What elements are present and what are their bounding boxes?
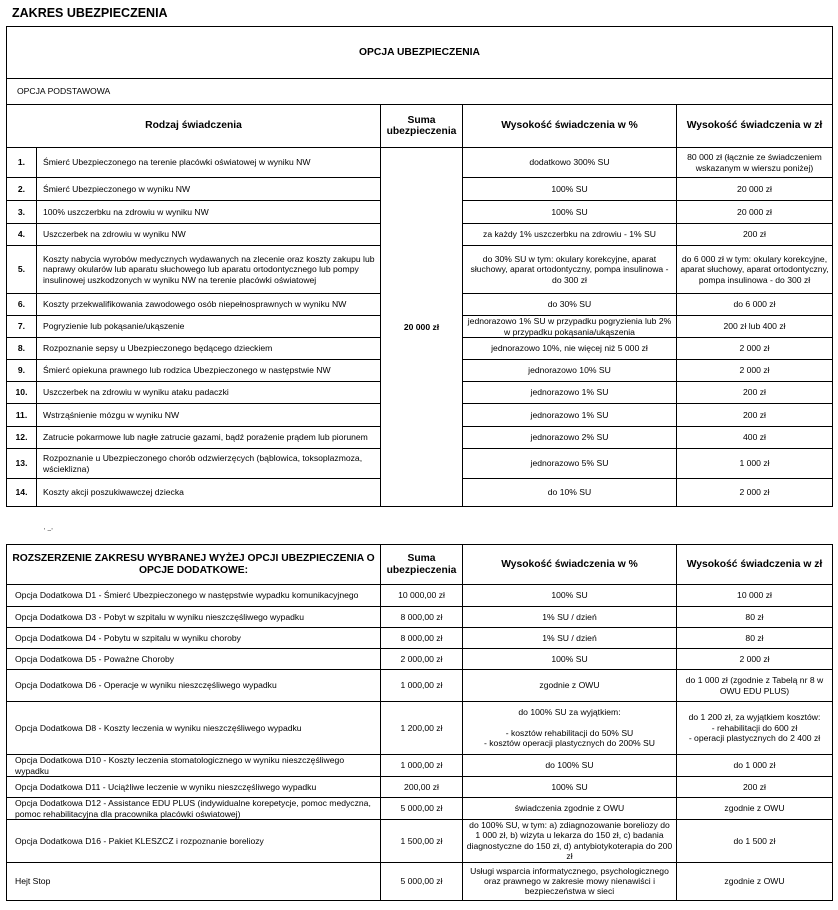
benefit-percent: do 100% SU, w tym: a) zdiagnozowanie boreliozy do 1 000 zł, b) wizyta u lekarza do 150 zł, c) badania diagnostyczne do 150 zł, d) antybiotykoterapia do 200 zł — [463, 820, 677, 863]
option-name: Hejt Stop — [7, 862, 381, 900]
benefit-type: Koszty akcji poszukiwawczej dziecka — [37, 479, 381, 507]
option-name: Opcja Dodatkowa D5 - Poważne Choroby — [7, 649, 381, 670]
benefit-type: Śmierć Ubezpieczonego na terenie placówki oświatowej w wyniku NW — [37, 148, 381, 178]
table-row — [7, 649, 833, 670]
row-number: 6. — [7, 294, 37, 316]
benefit-amount: 2 000 zł — [677, 338, 833, 360]
table-row — [7, 702, 833, 755]
table-row — [7, 670, 833, 702]
benefit-percent: do 30% SU — [463, 294, 677, 316]
benefit-percent: 100% SU — [463, 777, 677, 798]
header-suma: Suma ubezpieczenia — [381, 545, 463, 585]
column-header-row — [7, 105, 833, 148]
option-name: Opcja Dodatkowa D11 - Uciążliwe leczenie w wyniku nieszczęśliwego wypadku — [7, 777, 381, 798]
table-row — [7, 820, 833, 863]
opcja-header-row — [7, 27, 833, 79]
row-number: 3. — [7, 201, 37, 224]
benefit-percent: 1% SU / dzień — [463, 628, 677, 649]
sum-insured: 1 500,00 zł — [381, 820, 463, 863]
table-gap — [6, 526, 832, 544]
benefit-percent: jednorazowo 1% SU — [463, 404, 677, 427]
option-name: Opcja Dodatkowa D6 - Operacje w wyniku nieszczęśliwego wypadku — [7, 670, 381, 702]
benefit-amount: 1 000 zł — [677, 449, 833, 479]
header-wysokosc-zl: Wysokość świadczenia w zł — [677, 545, 833, 585]
benefit-type: Wstrząśnienie mózgu w wyniku NW — [37, 404, 381, 427]
row-number: 5. — [7, 246, 37, 294]
sum-insured: 8 000,00 zł — [381, 607, 463, 628]
sum-insured: 200,00 zł — [381, 777, 463, 798]
benefit-amount-line: - rehabilitacji do 600 zł — [711, 722, 798, 733]
benefit-percent: świadczenia zgodnie z OWU — [463, 798, 677, 820]
benefit-type: Uszczerbek na zdrowiu w wyniku NW — [37, 224, 381, 246]
benefit-amount: zgodnie z OWU — [677, 798, 833, 820]
benefit-amount: 20 000 zł — [677, 201, 833, 224]
benefit-amount: 10 000 zł — [677, 585, 833, 607]
sum-insured: 20 000 zł — [381, 148, 463, 507]
header-rozszerzenie: ROZSZERZENIE ZAKRESU WYBRANEJ WYŻEJ OPCJI UBEZPIECZENIA O OPCJE DODATKOWE: — [7, 545, 381, 585]
benefit-amount: do 6 000 zł — [677, 294, 833, 316]
benefit-amount: 80 zł — [677, 628, 833, 649]
benefit-amount-line: do 1 200 zł, za wyjątkiem kosztów: — [688, 712, 821, 723]
sum-insured: 5 000,00 zł — [381, 862, 463, 900]
benefit-percent: do 30% SU w tym: okulary korekcyjne, aparat słuchowy, aparat ortodontyczny, pompa insulinowa - do 300 zł — [463, 246, 677, 294]
row-number: 10. — [7, 382, 37, 404]
benefit-amount — [677, 702, 833, 755]
benefit-percent-line: - kosztów operacji plastycznych do 200% SU — [484, 738, 655, 749]
benefit-amount: 200 zł — [677, 777, 833, 798]
opcja-podstawowa-row — [7, 79, 833, 105]
benefit-type: 100% uszczerbku na zdrowiu w wyniku NW — [37, 201, 381, 224]
benefit-percent: jednorazowo 10% SU — [463, 360, 677, 382]
table-row — [7, 777, 833, 798]
header-wysokosc-zl: Wysokość świadczenia w zł — [677, 105, 833, 148]
row-number: 7. — [7, 316, 37, 338]
option-name: Opcja Dodatkowa D16 - Pakiet KLESZCZ i rozpoznanie boreliozy — [7, 820, 381, 863]
sum-insured: 1 000,00 zł — [381, 755, 463, 777]
benefit-type: Rozpoznanie u Ubezpieczonego chorób odzwierzęcych (bąblowica, toksoplazmoza, wścieklizna) — [37, 449, 381, 479]
benefit-amount: 200 zł — [677, 404, 833, 427]
opcja-podstawowa-label: OPCJA PODSTAWOWA — [7, 79, 833, 105]
benefit-percent: 100% SU — [463, 585, 677, 607]
opcja-header: OPCJA UBEZPIECZENIA — [7, 27, 833, 79]
benefit-type: Zatrucie pokarmowe lub nagłe zatrucie gazami, bądź porażenie prądem lub piorunem — [37, 427, 381, 449]
header-wysokosc-pct: Wysokość świadczenia w % — [463, 105, 677, 148]
table-row — [7, 628, 833, 649]
sum-insured: 5 000,00 zł — [381, 798, 463, 820]
benefit-amount: do 1 000 zł (zgodnie z Tabelą nr 8 w OWU EDU PLUS) — [677, 670, 833, 702]
benefit-percent: 1% SU / dzień — [463, 607, 677, 628]
benefit-percent: do 100% SU — [463, 755, 677, 777]
benefit-amount: 200 zł lub 400 zł — [677, 316, 833, 338]
benefit-percent: zgodnie z OWU — [463, 670, 677, 702]
table-row — [7, 862, 833, 900]
option-name: Opcja Dodatkowa D10 - Koszty leczenia stomatologicznego w wyniku nieszczęśliwego wypadku — [7, 755, 381, 777]
option-name: Opcja Dodatkowa D12 - Assistance EDU PLUS (indywidualne korepetycje, pomoc medyczna, pomoc rehabilitacyjna dla pracownika placówki oświatowej) — [7, 798, 381, 820]
basic-option-table — [6, 26, 833, 507]
benefit-type: Uszczerbek na zdrowiu w wyniku ataku padaczki — [37, 382, 381, 404]
sum-insured: 10 000,00 zł — [381, 585, 463, 607]
benefit-type: Rozpoznanie sepsy u Ubezpieczonego będącego dzieckiem — [37, 338, 381, 360]
benefit-amount: 20 000 zł — [677, 178, 833, 201]
benefit-amount: 200 zł — [677, 382, 833, 404]
option-name: Opcja Dodatkowa D1 - Śmierć Ubezpieczonego w następstwie wypadku komunikacyjnego — [7, 585, 381, 607]
benefit-percent: jednorazowo 10%, nie więcej niż 5 000 zł — [463, 338, 677, 360]
benefit-percent: jednorazowo 5% SU — [463, 449, 677, 479]
benefit-amount: 80 zł — [677, 607, 833, 628]
header-wysokosc-pct: Wysokość świadczenia w % — [463, 545, 677, 585]
benefit-percent-line: do 100% SU za wyjątkiem: — [518, 707, 621, 718]
option-name: Opcja Dodatkowa D8 - Koszty leczenia w wyniku nieszczęśliwego wypadku — [7, 702, 381, 755]
additional-header-row — [7, 545, 833, 585]
benefit-type: Śmierć Ubezpieczonego w wyniku NW — [37, 178, 381, 201]
table-row — [7, 798, 833, 820]
benefit-percent: do 10% SU — [463, 479, 677, 507]
row-number: 14. — [7, 479, 37, 507]
benefit-amount: do 6 000 zł w tym: okulary korekcyjne, aparat słuchowy, aparat ortodontyczny, pompa insulinowa - do 300 zł — [677, 246, 833, 294]
benefit-percent: jednorazowo 1% SU — [463, 382, 677, 404]
row-number: 8. — [7, 338, 37, 360]
benefit-percent: Usługi wsparcia informatycznego, psychologicznego oraz prawnego w zakresie mowy nienawiści i bezpieczeństwa w sieci — [463, 862, 677, 900]
option-name: Opcja Dodatkowa D3 - Pobyt w szpitalu w wyniku nieszczęśliwego wypadku — [7, 607, 381, 628]
sum-insured: 8 000,00 zł — [381, 628, 463, 649]
benefit-percent: 100% SU — [463, 178, 677, 201]
benefit-amount: 2 000 zł — [677, 649, 833, 670]
benefit-amount: 2 000 zł — [677, 479, 833, 507]
row-number: 12. — [7, 427, 37, 449]
row-number: 2. — [7, 178, 37, 201]
benefit-amount: zgodnie z OWU — [677, 862, 833, 900]
table-row — [7, 607, 833, 628]
benefit-percent: 100% SU — [463, 201, 677, 224]
benefit-type: Śmierć opiekuna prawnego lub rodzica Ubezpieczonego w następstwie NW — [37, 360, 381, 382]
row-number: 11. — [7, 404, 37, 427]
benefit-percent: dodatkowo 300% SU — [463, 148, 677, 178]
benefit-type: Pogryzienie lub pokąsanie/ukąszenie — [37, 316, 381, 338]
page-title: ZAKRES UBEZPIECZENIA — [12, 6, 168, 20]
benefit-amount: 200 zł — [677, 224, 833, 246]
benefit-amount: 80 000 zł (łącznie ze świadczeniem wskazanym w wierszu poniżej) — [677, 148, 833, 178]
sum-insured: 1 000,00 zł — [381, 670, 463, 702]
benefit-percent: jednorazowo 2% SU — [463, 427, 677, 449]
sum-insured: 2 000,00 zł — [381, 649, 463, 670]
option-name: Opcja Dodatkowa D4 - Pobytu w szpitalu w wyniku choroby — [7, 628, 381, 649]
row-number: 4. — [7, 224, 37, 246]
row-number: 9. — [7, 360, 37, 382]
table-row — [7, 585, 833, 607]
benefit-percent: za każdy 1% uszczerbku na zdrowiu - 1% SU — [463, 224, 677, 246]
benefit-type: Koszty nabycia wyrobów medycznych wydawanych na zlecenie oraz koszty zakupu lub naprawy okularów lub aparatu słuchowego lub aparatu ortodontycznego lub pompy insulinowej uszkodzonych w wyniku NW na terenie placówki oświatowej — [37, 246, 381, 294]
benefit-percent-line — [466, 718, 673, 728]
benefit-percent: 100% SU — [463, 649, 677, 670]
benefit-percent — [463, 702, 677, 755]
benefit-percent-line: - kosztów rehabilitacji do 50% SU — [505, 727, 634, 738]
benefit-amount: do 1 000 zł — [677, 755, 833, 777]
row-number: 1. — [7, 148, 37, 178]
table-row — [7, 148, 833, 178]
scan-artifact: ' ~' — [44, 528, 53, 535]
row-number: 13. — [7, 449, 37, 479]
benefit-amount: 2 000 zł — [677, 360, 833, 382]
additional-options-table — [6, 544, 833, 901]
table-row — [7, 755, 833, 777]
benefit-amount: do 1 500 zł — [677, 820, 833, 863]
sum-insured: 1 200,00 zł — [381, 702, 463, 755]
benefit-percent: jednorazowo 1% SU w przypadku pogryzienia lub 2% w przypadku pokąsania/ukąszenia — [463, 316, 677, 338]
benefit-type: Koszty przekwalifikowania zawodowego osób niepełnosprawnych w wyniku NW — [37, 294, 381, 316]
header-suma: Suma ubezpieczenia — [381, 105, 463, 148]
benefit-amount-line: - operacji plastycznych do 2 400 zł — [688, 733, 821, 744]
benefit-amount: 400 zł — [677, 427, 833, 449]
header-rodzaj: Rodzaj świadczenia — [7, 105, 381, 148]
